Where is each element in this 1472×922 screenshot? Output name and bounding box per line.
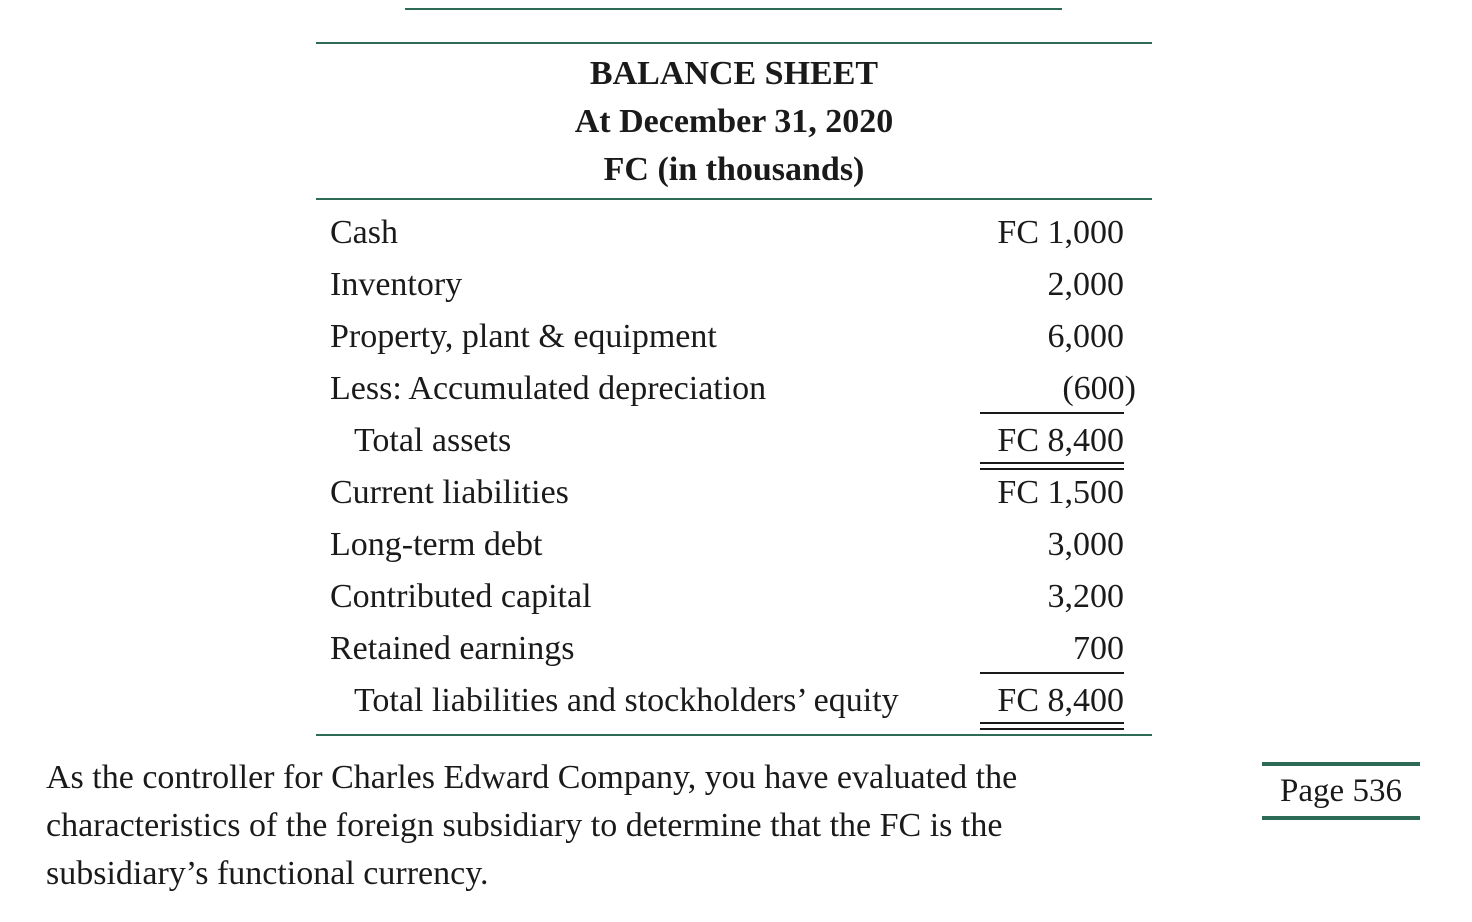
row-label: Inventory [330, 266, 463, 303]
page-number-marker: Page 536 [1262, 762, 1420, 820]
row-amount: 2,000 [1047, 266, 1124, 303]
row-label: Property, plant & equipment [330, 318, 717, 355]
row-amount: (600) [1062, 370, 1136, 407]
table-title: BALANCE SHEET [589, 55, 879, 92]
row-amount: FC 1,000 [997, 214, 1124, 251]
row-amount: FC 8,400 [997, 682, 1124, 719]
subtotal-underline [980, 412, 1124, 414]
row-label: Contributed capital [330, 578, 592, 615]
row-accumulated-depreciation [316, 364, 1152, 416]
row-label: Current liabilities [330, 474, 569, 511]
table-units: FC (in thousands) [603, 151, 865, 188]
row-amount: 6,000 [1047, 318, 1124, 355]
body-paragraph: As the controller for Charles Edward Company, you have evaluated the characteristics of the foreign subsidiary to determine that the FC is the subsidiary’s functional currency. [46, 759, 1018, 892]
table-rows [316, 200, 1152, 734]
table-date: At December 31, 2020 [574, 103, 894, 140]
row-total-liabilities-equity [316, 676, 1152, 728]
row-label: Total liabilities and stockholders’ equity [354, 682, 899, 719]
row-retained-earnings [316, 624, 1152, 676]
row-ppe [316, 312, 1152, 364]
row-label: Less: Accumulated depreciation [330, 370, 767, 407]
row-amount: 3,000 [1047, 526, 1124, 563]
subtotal-underline [980, 672, 1124, 674]
row-label: Total assets [354, 422, 512, 459]
row-total-assets [316, 416, 1152, 468]
row-inventory [316, 260, 1152, 312]
balance-sheet-table [316, 42, 1152, 736]
row-cash [316, 208, 1152, 260]
row-long-term-debt [316, 520, 1152, 572]
row-current-liabilities [316, 468, 1152, 520]
row-label: Retained earnings [330, 630, 575, 667]
row-amount: 3,200 [1047, 578, 1124, 615]
table-header [316, 44, 1152, 198]
row-amount: FC 1,500 [997, 474, 1124, 511]
row-contributed-capital [316, 572, 1152, 624]
table-bottom-rule [316, 734, 1152, 736]
row-label: Long-term debt [330, 526, 543, 563]
total-double-underline [980, 722, 1124, 730]
top-rule [405, 8, 1062, 10]
row-amount: 700 [1073, 630, 1124, 667]
row-label: Cash [330, 214, 398, 251]
row-amount: FC 8,400 [997, 422, 1124, 459]
